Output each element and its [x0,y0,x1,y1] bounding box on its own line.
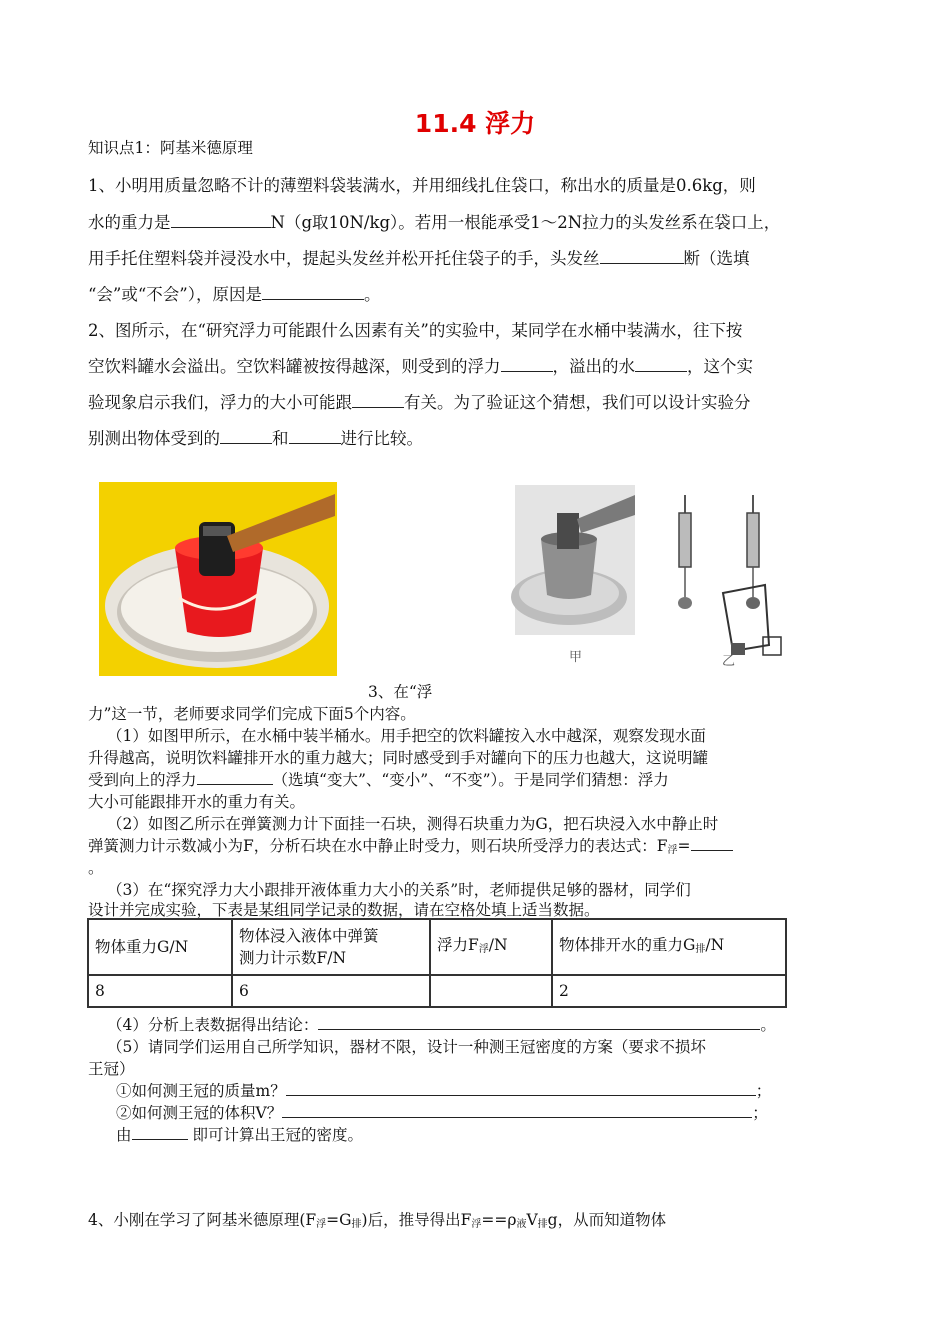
q3-p1-l4: 大小可能跟排开水的重力有关。 [88,793,306,811]
table-header-row [88,919,786,975]
q3-p5-q1: ①如何测王冠的质量m？ ； [116,1082,772,1100]
q3-blank-mass[interactable] [286,1080,756,1096]
experiment-figure [497,485,808,685]
q1-line4: “会”或“不会”），原因是 。 [88,285,381,304]
cell-spring-reading: 6 [232,975,430,1007]
q2-blank-overflow[interactable] [635,356,687,372]
table-row [88,975,786,1007]
q3-blank-conclusion[interactable] [318,1014,760,1030]
q2-line2: 空饮料罐水会溢出。空饮料罐被按得越深，则受到的浮力 ，溢出的水 ，这个实 [88,357,753,376]
q2-blank-b[interactable] [289,428,341,444]
data-table [87,918,787,1008]
q2-blank-buoyancy[interactable] [501,356,553,372]
q3-p5-l3: 由 即可计算出王冠的密度。 [116,1126,363,1144]
cell-displaced-weight: 2 [552,975,786,1007]
q3-blank-volume[interactable] [282,1102,752,1118]
label-jia: 甲 [569,650,583,665]
q2-line1: 2、图所示，在“研究浮力可能跟什么因素有关”的实验中，某同学在水桶中装满水，往下按 [88,321,743,340]
q1-blank-reason[interactable] [262,284,364,300]
q2-blank-a[interactable] [220,428,272,444]
page-title: 11.4 浮力 [414,109,536,138]
q3-p2-l3: 。 [88,859,104,877]
bucket-photo [99,482,337,676]
q3-blank-change[interactable] [197,769,273,785]
q3-p1-l2: 升得越高，说明饮料罐排开水的重力越大；同时感受到手对罐向下的压力也越大，这说明罐 [88,749,709,767]
header-buoyancy: 浮力$F_浮/N$ [430,919,552,975]
header-displaced-weight: 物体排开水的重力$G_排/N$ [552,919,786,975]
q3-blank-formula[interactable] [132,1124,188,1140]
q3-p2-l2: 弹簧测力计示数减小为F，分析石块在水中静止时受力，则石块所受浮力的表达式：$F_浮=$ [88,834,733,856]
q1-blank-weight[interactable] [171,212,271,228]
q1-line2: 水的重力是 N（g取10N/kg）。若用一根能承受1～2N拉力的头发丝系在袋口上， [88,213,781,232]
q3-blank-expression[interactable] [691,835,733,851]
q1-line1: 1、小明用质量忽略不计的薄塑料袋装满水，并用细线扎住袋口，称出水的质量是0.6kg，则 [88,176,756,195]
q2-line4: 别测出物体受到的 和 进行比较。 [88,429,423,448]
q1-line3: 用手托住塑料袋并浸没水中，提起头发丝并松开托住袋子的手，头发丝 断（选填 [88,249,750,268]
q1-blank-break[interactable] [600,248,684,264]
header-weight: 物体重力G/N [88,919,232,975]
section-heading: 知识点1：阿基米德原理 [88,139,253,157]
q3-intro2: 力”这一节，老师要求同学们完成下面5个内容。 [88,705,416,723]
q3-p3-l1: （3）在“探究浮力大小跟排开液体重力大小的关系”时，老师提供足够的器材，同学们 [107,881,691,899]
q2-line3: 验现象启示我们，浮力的大小可能跟 有关。为了验证这个猜想，我们可以设计实验分 [88,393,751,412]
q3-p5-l1: （5）请同学们运用自己所学知识，器材不限，设计一种测王冠密度的方案（要求不损坏 [107,1038,706,1056]
cell-weight: 8 [88,975,232,1007]
q3-intro1: 3、在“浮 [368,683,433,701]
q3-p1-l3: 受到向上的浮力 （选填“变大”、“变小”、“不变”）。于是同学们猜想：浮力 [88,771,669,789]
q4-line1: 4、小刚在学习了阿基米德原理$(F_浮=G_排)$后，推导得出$F_浮==\rho_液V_排g$，从而知道物体 [88,1211,667,1230]
cell-buoyancy-blank[interactable] [430,975,552,1007]
q3-p1-l1: （1）如图甲所示，在水桶中装半桶水。用手把空的饮料罐按入水中越深，观察发现水面 [107,727,706,745]
q2-blank-factor[interactable] [352,392,404,408]
q3-p2-l1: （2）如图乙所示在弹簧测力计下面挂一石块，测得石块重力为G，把石块浸入水中静止时 [107,815,719,833]
label-yi: 乙 [722,654,736,669]
header-spring-reading: 物体浸入液体中弹簧 测力计示数F/N [232,919,430,975]
q3-p5-q2: ②如何测王冠的体积V？ ； [116,1104,768,1122]
q3-p3-l2: 设计并完成实验，下表是某组同学记录的数据，请在空格处填上适当数据。 [88,901,600,919]
q3-p5-l2: 王冠） [88,1060,135,1078]
q3-p4: （4）分析上表数据得出结论： 。 [107,1016,776,1034]
